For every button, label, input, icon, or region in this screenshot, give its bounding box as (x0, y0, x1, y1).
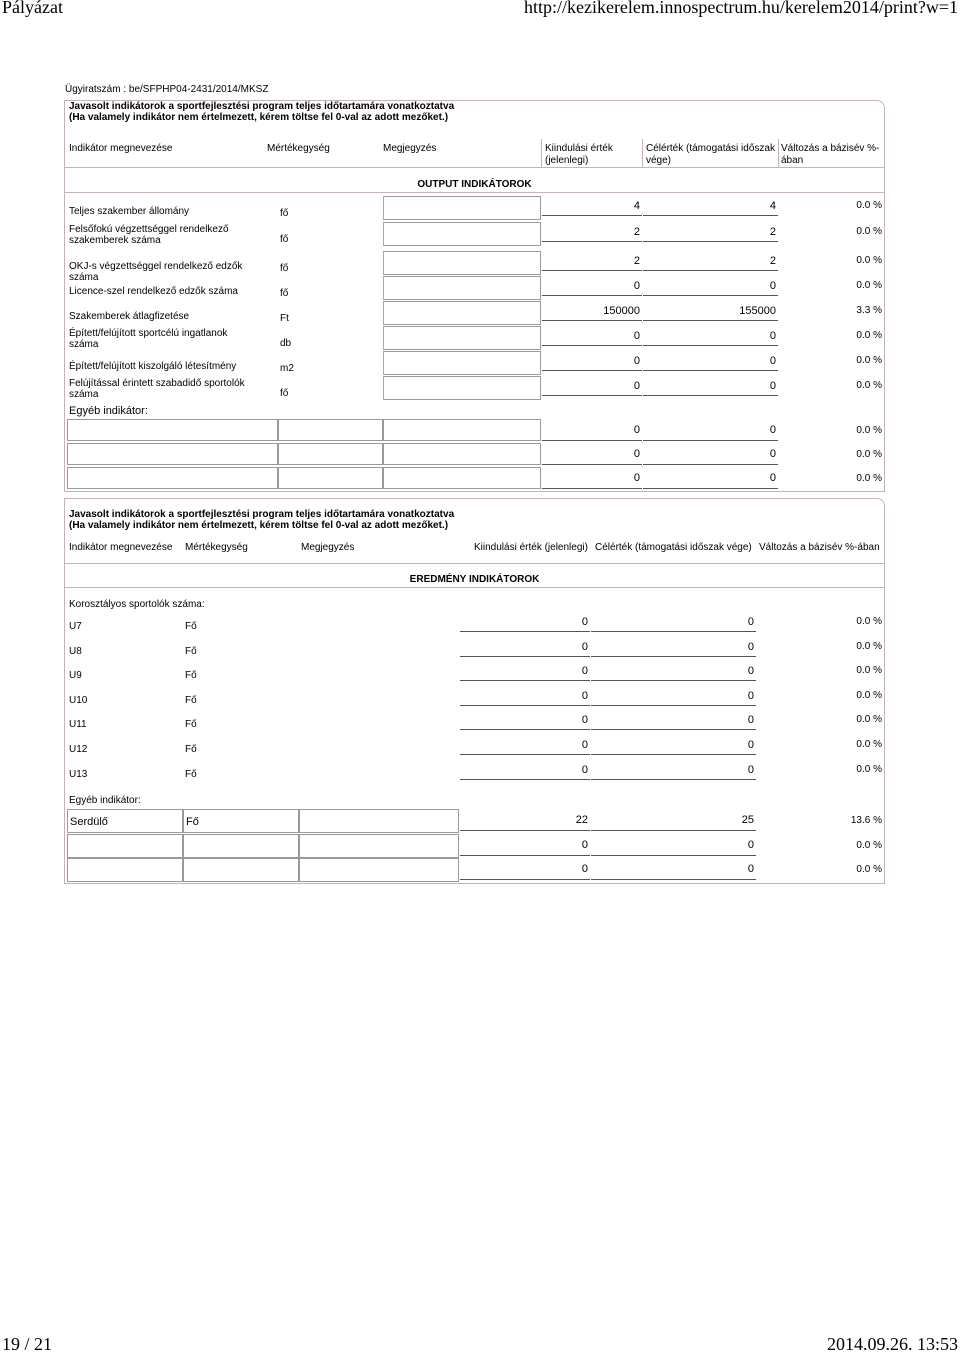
unit-field[interactable] (278, 443, 383, 465)
base-value: 2 (542, 222, 642, 242)
indicator-name-field[interactable] (67, 419, 278, 441)
panel-title: Javasolt indikátorok a sportfejlesztési program teljes időtartamára vonatkoztatva (69, 509, 455, 520)
unit-label: fő (280, 234, 289, 245)
indicator-label: Épített/felújított kiszolgáló létesítmény (69, 361, 237, 372)
unit-label: fő (280, 208, 289, 219)
target-value: 0 (643, 419, 778, 441)
change-value: 13.6 % (850, 815, 882, 826)
note-field[interactable] (383, 351, 541, 375)
note-field[interactable] (299, 809, 459, 833)
target-value: 2 (643, 251, 778, 271)
base-value: 150000 (542, 301, 642, 321)
table-row (65, 196, 884, 220)
note-field[interactable] (383, 276, 541, 300)
table-row (65, 301, 884, 325)
note-field[interactable] (383, 443, 541, 465)
table-row (65, 443, 884, 465)
unit-label: Fő (185, 645, 197, 657)
base-value: 0 (460, 661, 590, 681)
col-header-indicator: Indikátor megnevezése (69, 143, 173, 154)
table-row (65, 834, 884, 858)
panel-subtitle: (Ha valamely indikátor nem értelmezett, kérem töltse fel 0-val az adott mezőket.) (69, 520, 449, 531)
base-value: 2 (542, 251, 642, 271)
note-field[interactable] (383, 376, 541, 400)
base-value: 0 (460, 710, 590, 730)
change-value: 0.0 % (856, 640, 882, 652)
col-header-base: Kiindulási érték (jelenlegi) (474, 542, 588, 553)
table-row (65, 809, 884, 833)
panel-subtitle: (Ha valamely indikátor nem értelmezett, kérem töltse fel 0-val az adott mezőket.) (69, 112, 449, 123)
col-header-note: Megjegyzés (383, 143, 437, 154)
table-row (65, 326, 884, 350)
table-row (65, 276, 884, 300)
indicator-label: U9 (69, 670, 82, 682)
target-value: 0 (591, 834, 756, 856)
base-value: 0 (460, 834, 590, 856)
panel-title: Javasolt indikátorok a sportfejlesztési program teljes időtartamára vonatkoztatva (69, 101, 455, 112)
col-header-change: Változás a bázisév %-ában (781, 143, 880, 166)
indicator-label: U7 (69, 621, 82, 632)
table-row (65, 637, 884, 659)
unit-label: Ft (280, 313, 289, 324)
target-value: 0 (643, 276, 778, 296)
col-header-base: Kiindulási érték (jelenlegi) (545, 143, 613, 166)
target-value: 0 (643, 376, 778, 396)
target-value: 25 (591, 809, 756, 831)
change-value: 0.0 % (856, 864, 882, 875)
print-header-url: http://kezikerelem.innospectrum.hu/kerelem2014/print?w=1 (523, 0, 958, 17)
target-value: 0 (591, 686, 756, 706)
base-value: 0 (460, 760, 590, 780)
target-value: 0 (643, 443, 778, 465)
note-field[interactable] (383, 326, 541, 350)
result-indicators-panel (64, 498, 885, 884)
note-field[interactable] (383, 196, 541, 220)
base-value: 22 (460, 809, 590, 831)
col-header-change: Változás a bázisév %-ában (759, 542, 880, 553)
indicator-label: Épített/felújított sportcélú ingatlanok száma (69, 328, 228, 350)
table-row (65, 858, 884, 882)
unit-label: fő (280, 263, 289, 274)
unit-label: Fő (185, 621, 197, 632)
unit-label: db (280, 338, 292, 349)
change-value: 0.0 % (856, 473, 882, 484)
unit-field[interactable] (278, 467, 383, 489)
note-field[interactable] (383, 251, 541, 275)
indicator-name-field[interactable] (67, 834, 183, 858)
col-header-unit: Mértékegység (267, 143, 330, 154)
base-value: 0 (460, 858, 590, 880)
unit-field[interactable]: Fő (183, 809, 299, 833)
indicator-label: OKJ-s végzettséggel rendelkező edzők száma (69, 261, 243, 283)
target-value: 4 (643, 196, 778, 216)
change-value: 0.0 % (856, 280, 882, 291)
target-value: 0 (591, 710, 756, 730)
unit-label: Fő (185, 744, 197, 755)
change-value: 0.0 % (856, 689, 882, 701)
base-value: 0 (542, 419, 642, 441)
unit-field[interactable] (278, 419, 383, 441)
col-header-target: Célérték (támogatási időszak vége) (595, 542, 752, 553)
indicator-label: U11 (69, 719, 87, 731)
note-field[interactable] (383, 301, 541, 325)
change-value: 0.0 % (856, 840, 882, 851)
table-row (65, 419, 884, 441)
change-value: 0.0 % (856, 200, 882, 211)
note-field[interactable] (383, 222, 541, 246)
col-header-note: Megjegyzés (301, 542, 355, 553)
unit-label: fő (280, 388, 289, 399)
unit-label: Fő (185, 768, 197, 780)
change-value: 0.0 % (856, 665, 882, 677)
target-value: 2 (643, 222, 778, 242)
change-value: 0.0 % (856, 380, 882, 391)
unit-label: Fő (185, 694, 197, 706)
table-row (65, 661, 884, 683)
indicator-label: Felújítással érintett szabadidő sportolók száma (69, 378, 245, 400)
base-value: 0 (542, 351, 642, 371)
indicator-label: Felsőfokú végzettséggel rendelkező szakemberek száma (69, 224, 229, 246)
indicator-name-field[interactable] (67, 443, 278, 465)
table-row (65, 735, 884, 757)
indicator-label: U12 (69, 744, 88, 755)
note-field[interactable] (383, 419, 541, 441)
indicator-name-field[interactable] (67, 467, 278, 489)
indicator-label: Teljes szakember állomány (69, 206, 190, 217)
target-value: 0 (643, 326, 778, 346)
note-field[interactable] (383, 467, 541, 489)
target-value: 0 (591, 661, 756, 681)
change-value: 3.3 % (856, 305, 882, 316)
base-value: 0 (460, 612, 590, 632)
table-row (65, 351, 884, 375)
target-value: 0 (643, 351, 778, 371)
change-value: 0.0 % (856, 714, 882, 726)
unit-label: Fő (185, 670, 197, 682)
indicator-label: U8 (69, 645, 82, 657)
unit-label: fő (280, 288, 289, 299)
document-id: Ügyiratszám : be/SFPHP04-2431/2014/MKSZ (65, 84, 269, 95)
indicator-name-field[interactable] (67, 858, 183, 882)
base-value: 0 (542, 376, 642, 396)
table-row (65, 612, 884, 634)
print-footer-page: 19 / 21 (2, 1334, 53, 1354)
change-value: 0.0 % (856, 425, 882, 436)
target-value: 0 (591, 637, 756, 657)
indicator-label: Licence-szel rendelkező edzők száma (69, 286, 238, 297)
base-value: 0 (460, 686, 590, 706)
table-row (65, 222, 884, 246)
unit-field[interactable] (183, 834, 299, 858)
target-value: 0 (591, 612, 756, 632)
output-indicators-panel (64, 100, 885, 492)
indicator-label: U10 (69, 694, 88, 706)
change-value: 0.0 % (856, 739, 882, 750)
base-value: 0 (460, 637, 590, 657)
unit-label: m2 (280, 363, 294, 374)
base-value: 0 (460, 735, 590, 755)
base-value: 4 (542, 196, 642, 216)
indicator-name-field[interactable]: Serdülő (67, 809, 183, 833)
target-value: 155000 (643, 301, 778, 321)
change-value: 0.0 % (856, 355, 882, 366)
table-row (65, 710, 884, 732)
table-row (65, 376, 884, 400)
other-indicator-label: Egyéb indikátor: (69, 795, 141, 806)
note-field[interactable] (299, 834, 459, 858)
change-value: 0.0 % (856, 226, 882, 237)
change-value: 0.0 % (856, 616, 882, 627)
table-row (65, 760, 884, 782)
table-row (65, 467, 884, 489)
print-header-title: Pályázat (2, 0, 63, 17)
target-value: 0 (591, 858, 756, 880)
other-indicator-label: Egyéb indikátor: (69, 405, 148, 417)
base-value: 0 (542, 443, 642, 465)
change-value: 0.0 % (856, 763, 882, 775)
col-header-unit: Mértékegység (185, 542, 248, 553)
change-value: 0.0 % (856, 255, 882, 266)
print-footer-date: 2014.09.26. 13:53 (826, 1334, 958, 1354)
note-field[interactable] (299, 858, 459, 882)
table-row (65, 251, 884, 283)
indicator-label: Szakemberek átlagfizetése (69, 311, 190, 322)
target-value: 0 (643, 467, 778, 489)
indicator-label: U13 (69, 768, 88, 780)
change-value: 0.0 % (856, 330, 882, 341)
group-label: Korosztályos sportolók száma: (69, 599, 205, 610)
target-value: 0 (591, 735, 756, 755)
unit-label: Fő (185, 719, 197, 731)
target-value: 0 (591, 760, 756, 780)
col-header-indicator: Indikátor megnevezése (69, 542, 173, 553)
col-header-target: Célérték (támogatási időszak vége) (646, 143, 775, 166)
base-value: 0 (542, 276, 642, 296)
table-row (65, 686, 884, 708)
change-value: 0.0 % (856, 449, 882, 460)
section-title: OUTPUT INDIKÁTOROK (417, 179, 532, 190)
section-title: EREDMÉNY INDIKÁTOROK (409, 574, 540, 585)
base-value: 0 (542, 467, 642, 489)
base-value: 0 (542, 326, 642, 346)
unit-field[interactable] (183, 858, 299, 882)
